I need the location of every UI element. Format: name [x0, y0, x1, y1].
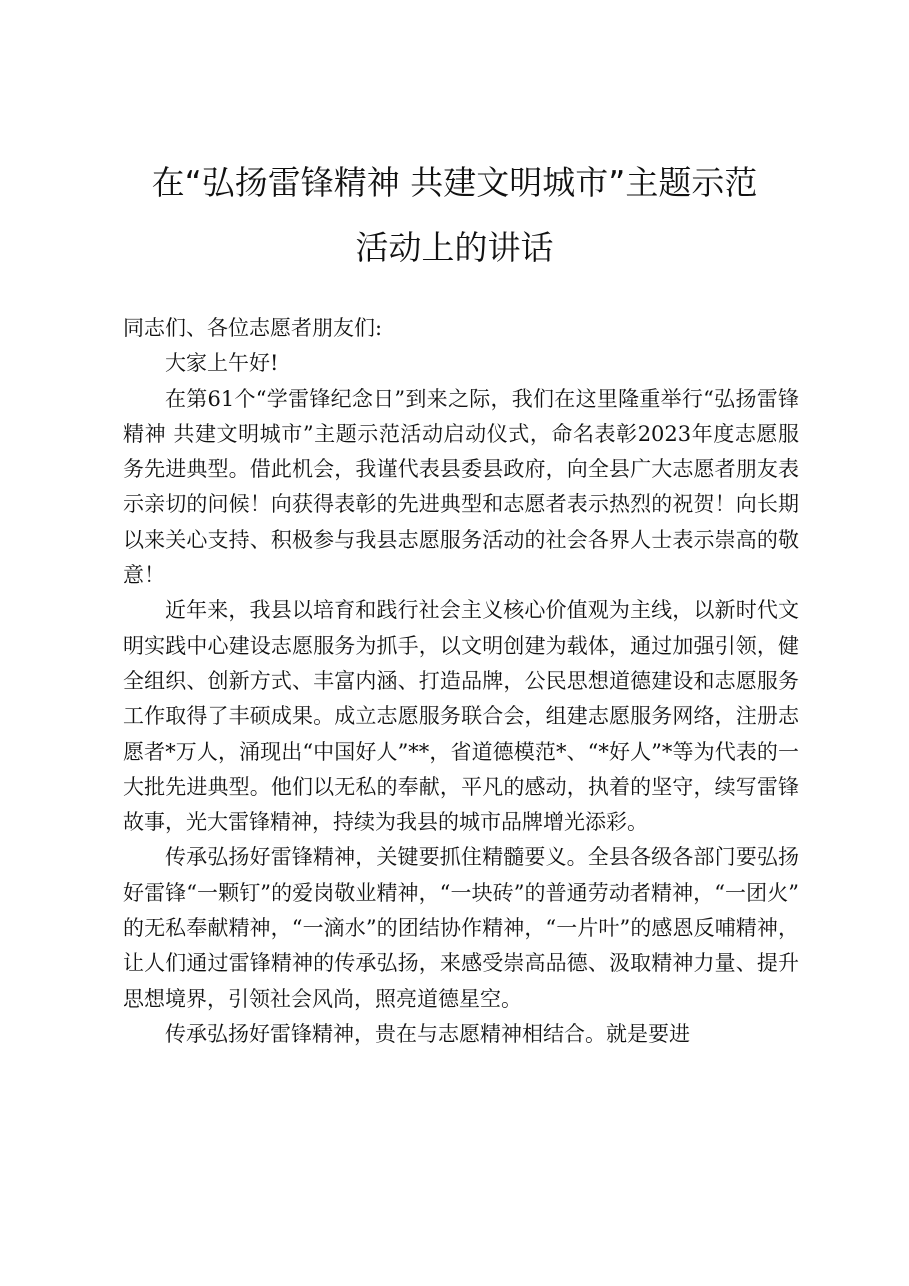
paragraph: 传承弘扬好雷锋精神，贵在与志愿精神相结合。就是要进	[165, 1021, 690, 1046]
document-title-line-2: 活动上的讲话	[355, 228, 554, 267]
paragraph: 近年来，我县以培育和践行社会主义核心价值观为主线，以新时代文明实践中心建设志愿服务为抓手，以文明创建为载体，通过加强引领，健全组织、创新方式、丰富内涵、打造品牌，公民思想道德建设和志愿服务工作取得了丰硕成果。成立志愿服务联合会，组建志愿服务网络，注册志愿者*万人，涌现出“中国好人”**，省道德模范*、“*好人”*等为代表的一大批先进典型。他们以无私的奉献，平凡的感动，执着的坚守，续写雷锋故事，光大雷锋精神，持续为我县的城市品牌增光添彩。	[123, 598, 799, 835]
greeting: 大家上午好!	[165, 351, 279, 376]
document-body	[123, 311, 799, 1052]
salutation: 同志们、各位志愿者朋友们:	[123, 316, 383, 340]
paragraph: 传承弘扬好雷锋精神，关键要抓住精髓要义。全县各级各部门要弘扬好雷锋“一颗钉”的爱岗敬业精神，“一块砖”的普通劳动者精神，“一团火”的无私奉献精神，“一滴水”的团结协作精神，“一片叶”的感恩反哺精神，让人们通过雷锋精神的传承弘扬，来感受崇高品德、汲取精神力量、提升思想境界，引领社会风尚，照亮道德星空。	[123, 845, 799, 1011]
paragraph: 在第61个“学雷锋纪念日”到来之际，我们在这里隆重举行“弘扬雷锋精神 共建文明城市”主题示范活动启动仪式，命名表彰2023年度志愿服务先进典型。借此机会，我谨代表县委县政府，向全县广大志愿者朋友表示亲切的问候！向获得表彰的先进典型和志愿者表示热烈的祝贺！向长期以来关心支持、积极参与我县志愿服务活动的社会各界人士表示崇高的敬意！	[123, 386, 799, 588]
document-title-line-1: 在“弘扬雷锋精神 共建文明城市”主题示范	[151, 163, 758, 202]
